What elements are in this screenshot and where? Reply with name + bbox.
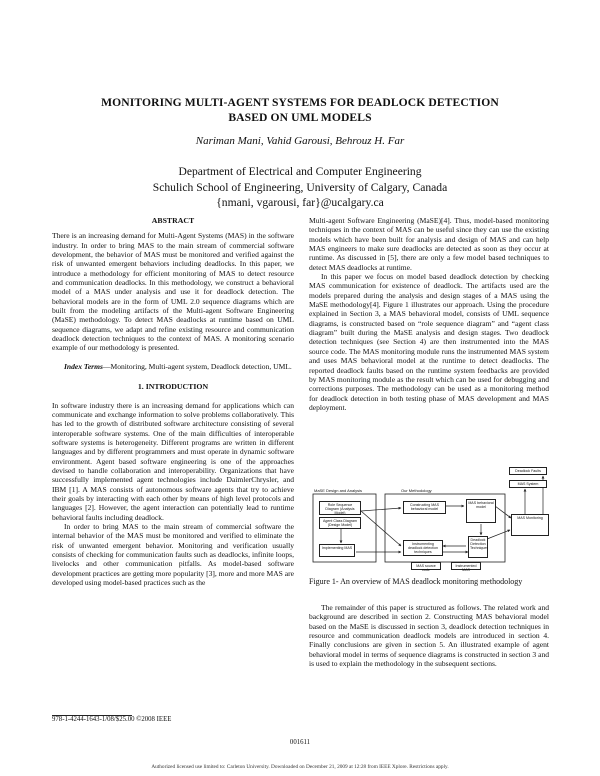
instrumented-mas-box: Instrumented MAS [451, 562, 481, 570]
isbn-footnote: 978-1-4244-1643-1/08/$25.00 ©2008 IEEE [52, 716, 172, 723]
index-terms-label: Index Terms [64, 361, 103, 371]
figure-caption: Figure 1- An overview of MAS deadlock monitoring methodology [309, 577, 523, 586]
instrumenting-box: Instrumenting deadlock detection techniques [403, 540, 443, 556]
intro-heading: 1. INTRODUCTION [137, 382, 209, 392]
figure-1 [311, 464, 551, 574]
abstract-body: There is an increasing demand for Multi-Agent Systems (MAS) in the software industry. In order to bring MAS to the main stream of commercial software development, the behavior of MAS must be monitored and verified against the risk of unwanted emergent behaviors including deadlocks. In this paper, we introduce a methodology for efficient monitoring of MAS to detect resource and communication deadlocks. In this methodology, we construct a behavioral model of a MAS under analysis and use it for deadlock detection. The behavioral models are in the form of UML 2.0 sequence diagrams which are built from the modeling artifacts of the Multi-agent Software Engineering (MaSE) methodology. To detect MAS deadlocks at runtime based on UML sequence diagrams, we adapt and refine existing resource and communication deadlock detection techniques to the context of MAS. A monitoring scenario example of our methodology is presented. [52, 231, 294, 353]
mas-monitoring-box: MAS Monitoring [511, 514, 549, 536]
role-sequence-box: Role Sequence Diagram (Analysis Model) [319, 501, 361, 515]
group-label-mase: MaSE Design and Analysis [314, 488, 363, 493]
agent-class-box: Agent Class Diagram (Design Model) [319, 517, 361, 529]
index-terms-text: —Monitoring, Multi-agent system, Deadlock detection, UML. [102, 361, 292, 371]
right-paragraph-1: Multi-agent Software Engineering (MaSE)[4]. Thus, model-based monitoring techniques in the context of MAS can be useful since they can use the existing models which have been built for analysis and design of MAS and can help MAS engineers to make sure deadlocks are detected as soon as they occur at runtime. As discussed in [5], there are only a few model based techniques to detect MAS deadlocks at runtime. [309, 216, 549, 272]
left-column [52, 216, 294, 587]
deadlock-techniques-box: Deadlock Detection Techniques [468, 536, 488, 558]
abstract-heading: ABSTRACT [151, 216, 195, 225]
intro-paragraph-1: In software industry there is an increasing demand for applications which can communicate and exchange information to solve problems collaboratively. This has led to the growth of distributed software architecture consisting of several interoperable software systems. One of the main difficulties of interoperable software systems is heterogeneity. Different programs are written in different languages and by different programmers and must operate in dynamic software environment. Agent based software engineering is one of the approaches devised to handle collaboration and interoperability. Organizations that have successfully implemented agent technologies include DaimlerChrysler, and IBM [1]. A MAS consists of autonomous software agents that try to achieve their goals by interacting with each other by means of high level protocols and languages [2]. However, the agent interaction can potentially lead to runtime behavioral faults including deadlock. [52, 400, 294, 522]
construct-model-box: Constructing MAS behavioral model [403, 501, 446, 514]
affiliation-dept: Department of Electrical and Computer Engineering [178, 165, 422, 178]
right-column-top [309, 216, 549, 412]
title-line-1: MONITORING MULTI-AGENT SYSTEMS FOR DEADLOCK DETECTION [101, 96, 499, 109]
license-note: Authorized licensed use limited to: Carleton University. Downloaded on December 21, 2009 at 12:28 from IEEE Xplore. Restrictions apply. [151, 764, 449, 770]
page-number: 001611 [289, 739, 311, 746]
deadlock-faults-box: Deadlock Faults [509, 467, 547, 475]
affiliation-emails: {nmani, vgarousi, far}@ucalgary.ca [216, 196, 384, 209]
mas-source-box: MAS source code [411, 562, 441, 570]
right-paragraph-3: The remainder of this paper is structured as follows. The related work and background are described in section 2. Constructing MAS behavioral model based on the MaSE is discussed in section 3, deadlock detection techniques in resource and communication deadlock models are introduced in section 4. Finally conclusions are given in section 5. An illustrated example of agent behavioral model in terms of sequence diagrams is constructed in section 3 and is used to explain the methodology in the subsequent sections. [309, 603, 549, 669]
index-terms [52, 362, 294, 371]
intro-paragraph-2: In order to bring MAS to the main stream of commercial software the internal behavior of the MAS must be monitored and verified to eliminate the risk of unwanted emergent behavior. Monitoring and verification usually consists of checking for communication faults such as deadlocks, infinite loops, livelocks and other communication pitfalls. As model-based software development practices are getting more popularity [3], more and more MAS are developed using model-based practices such as the [52, 521, 294, 588]
affiliation-school: Schulich School of Engineering, University of Calgary, Canada [152, 180, 448, 194]
authors: Nariman Mani, Vahid Garousi, Behrouz H. Far [195, 135, 405, 147]
group-label-methodology: Our Methodology [401, 488, 432, 493]
mas-system-box: MAS System [509, 480, 547, 488]
affiliation [0, 164, 600, 211]
right-column-bottom [309, 603, 549, 668]
right-paragraph-2: In this paper we focus on model based deadlock detection by checking MAS communication for existence of deadlock. The artifacts used are the models prepared during the analysis and design stages of a MAS using the MaSE methodology[4]. Figure 1 illustrates our approach. Using the procedure explained in Section 3, a MAS behavioral model, consists of UML sequence diagrams, is constructed based on “role sequence diagram” and “agent class diagram” built during the MaSE analysis and design stages. Two deadlock detection techniques (see Section 4) are then instrumented into the MAS source code. The MAS monitoring module runs the instrumented MAS system and uses MAS behavioral model at the runtime to detect deadlocks. The reported deadlock faults based on the runtime system feedbacks are provided by MAS monitoring module as the result which can be used for debugging and corrections purposes. The methodology can be used as a monitoring method for deadlock detection in both testing phase of MAS development and MAS deployment. [309, 272, 549, 412]
behavioral-model-box: MAS behavioral model [466, 499, 496, 523]
paper-title [0, 95, 600, 125]
implementing-mas-box: Implementing MAS [319, 544, 355, 557]
title-line-2: BASED ON UML MODELS [228, 111, 372, 124]
